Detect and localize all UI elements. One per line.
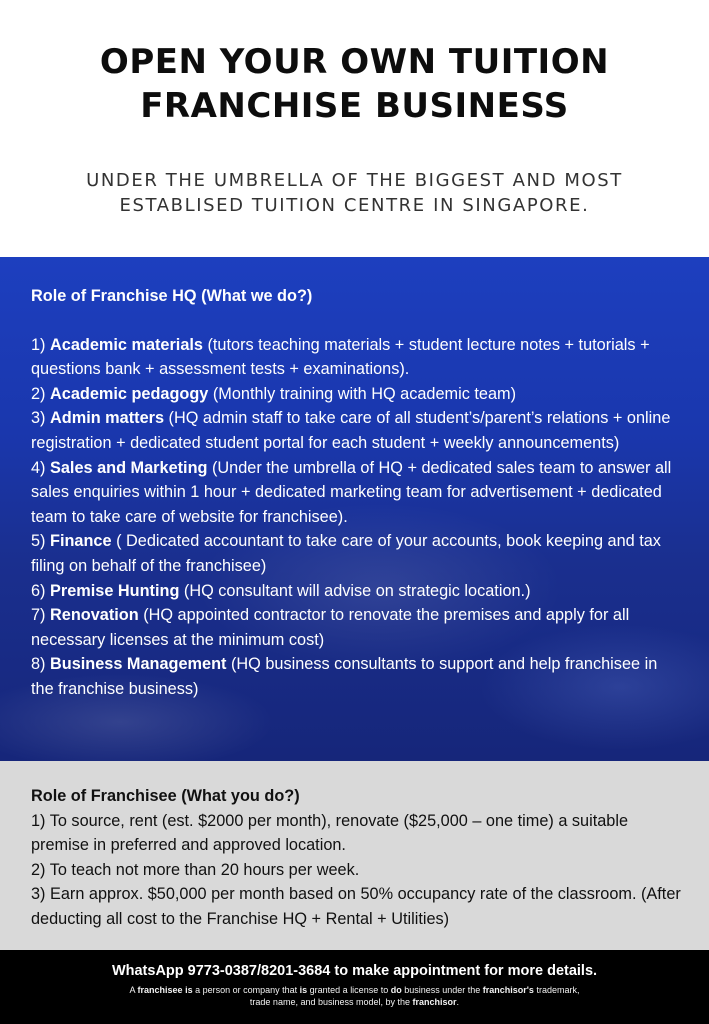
title-line-2: FRANCHISE BUSINESS (140, 86, 569, 126)
contact-line: WhatsApp 9773-0387/8201-3684 to make appointment for more details. (111, 963, 598, 979)
footer-section (0, 950, 709, 1024)
hq-role-item (31, 603, 681, 652)
franchisee-role-section (0, 761, 709, 950)
item-number: 7) (31, 606, 51, 625)
hq-role-item (31, 333, 681, 382)
title-line-1: OPEN YOUR OWN TUITION (99, 42, 610, 82)
item-number: 4) (31, 458, 51, 477)
hq-role-item (31, 382, 681, 407)
hq-role-item (31, 529, 681, 578)
note-bold: do (390, 985, 402, 995)
note-bold: is (182, 985, 193, 995)
franchisee-role-content (31, 784, 681, 932)
item-number: 3) (31, 409, 51, 428)
item-title: Admin matters (50, 409, 165, 428)
hq-role-section (0, 257, 709, 761)
note-text: . (456, 997, 460, 1007)
item-description: (HQ admin staff to take care of all student’s/parent’s relations + online registration + dedicated student portal for each student + weekly announcements) (31, 409, 671, 452)
note-bold: franchisee (137, 985, 183, 995)
hq-role-heading: Role of Franchise HQ (What we do?) (31, 287, 313, 305)
item-description: ( Dedicated accountant to take care of your accounts, book keeping and tax filing on behalf of the franchisee) (31, 532, 661, 575)
item-title: Business Management (50, 655, 227, 674)
item-title: Academic pedagogy (50, 384, 209, 403)
hq-role-item (31, 579, 681, 604)
item-title: Sales and Marketing (50, 458, 208, 477)
item-title: Renovation (50, 606, 139, 625)
franchisee-role-item: 1) To source, rent (est. $2000 per month), renovate ($25,000 – one time) a suitable premise in preferred and approved location. (31, 811, 629, 855)
item-description: (Under the umbrella of HQ + dedicated sales team to answer all sales enquiries within 1 hour + dedicated marketing team for advertisement + dedicated team to take care of website for franchisee). (31, 458, 672, 526)
note-text: trade name, and business model, by the (249, 997, 413, 1007)
note-text: granted a license to (307, 985, 391, 995)
item-title: Academic materials (50, 335, 203, 354)
header-section (0, 0, 709, 257)
page-subtitle (0, 128, 709, 218)
item-description: (tutors teaching materials + student lecture notes + tutorials + questions bank + assessment tests + examinations). (31, 335, 650, 379)
hq-role-item (31, 652, 681, 701)
item-description: (HQ appointed contractor to renovate the premises and apply for all necessary licenses at the minimum cost) (31, 606, 630, 649)
item-number: 8) (31, 655, 51, 674)
item-number: 5) (31, 532, 51, 551)
note-text: trademark, (533, 985, 580, 995)
note-bold: franchisor's (482, 985, 534, 995)
hq-role-content (31, 284, 681, 702)
note-text: A (129, 985, 138, 995)
note-bold: is (299, 985, 308, 995)
franchisee-role-item: 3) Earn approx. $50,000 per month based on 50% occupancy rate of the classroom. (After deducting all cost to the Franchise HQ + Rental + Utilities) (31, 885, 681, 928)
subtitle-line-1: UNDER THE UMBRELLA OF THE BIGGEST AND MOST (86, 170, 623, 191)
item-title: Premise Hunting (50, 581, 180, 600)
franchisee-definition (0, 981, 709, 1008)
item-description: (HQ consultant will advise on strategic location.) (179, 581, 531, 600)
item-number: 2) (31, 384, 51, 403)
subtitle-line-2: ESTABLISED TUITION CENTRE IN SINGAPORE. (119, 195, 590, 216)
item-number: 6) (31, 581, 51, 600)
hq-role-item (31, 456, 681, 530)
item-number: 1) (31, 335, 51, 354)
note-text: a person or company that (192, 985, 300, 995)
hq-role-item (31, 406, 681, 455)
note-text: business under the (401, 985, 483, 995)
item-description: (HQ business consultants to support and help franchisee in the franchise business) (31, 655, 658, 698)
item-title: Finance (50, 532, 112, 551)
franchisee-role-item: 2) To teach not more than 20 hours per week. (31, 860, 360, 879)
franchisee-role-heading: Role of Franchisee (What you do?) (31, 787, 300, 805)
note-bold: franchisor (412, 997, 457, 1007)
page-title (0, 0, 709, 128)
item-description: (Monthly training with HQ academic team) (208, 384, 517, 403)
